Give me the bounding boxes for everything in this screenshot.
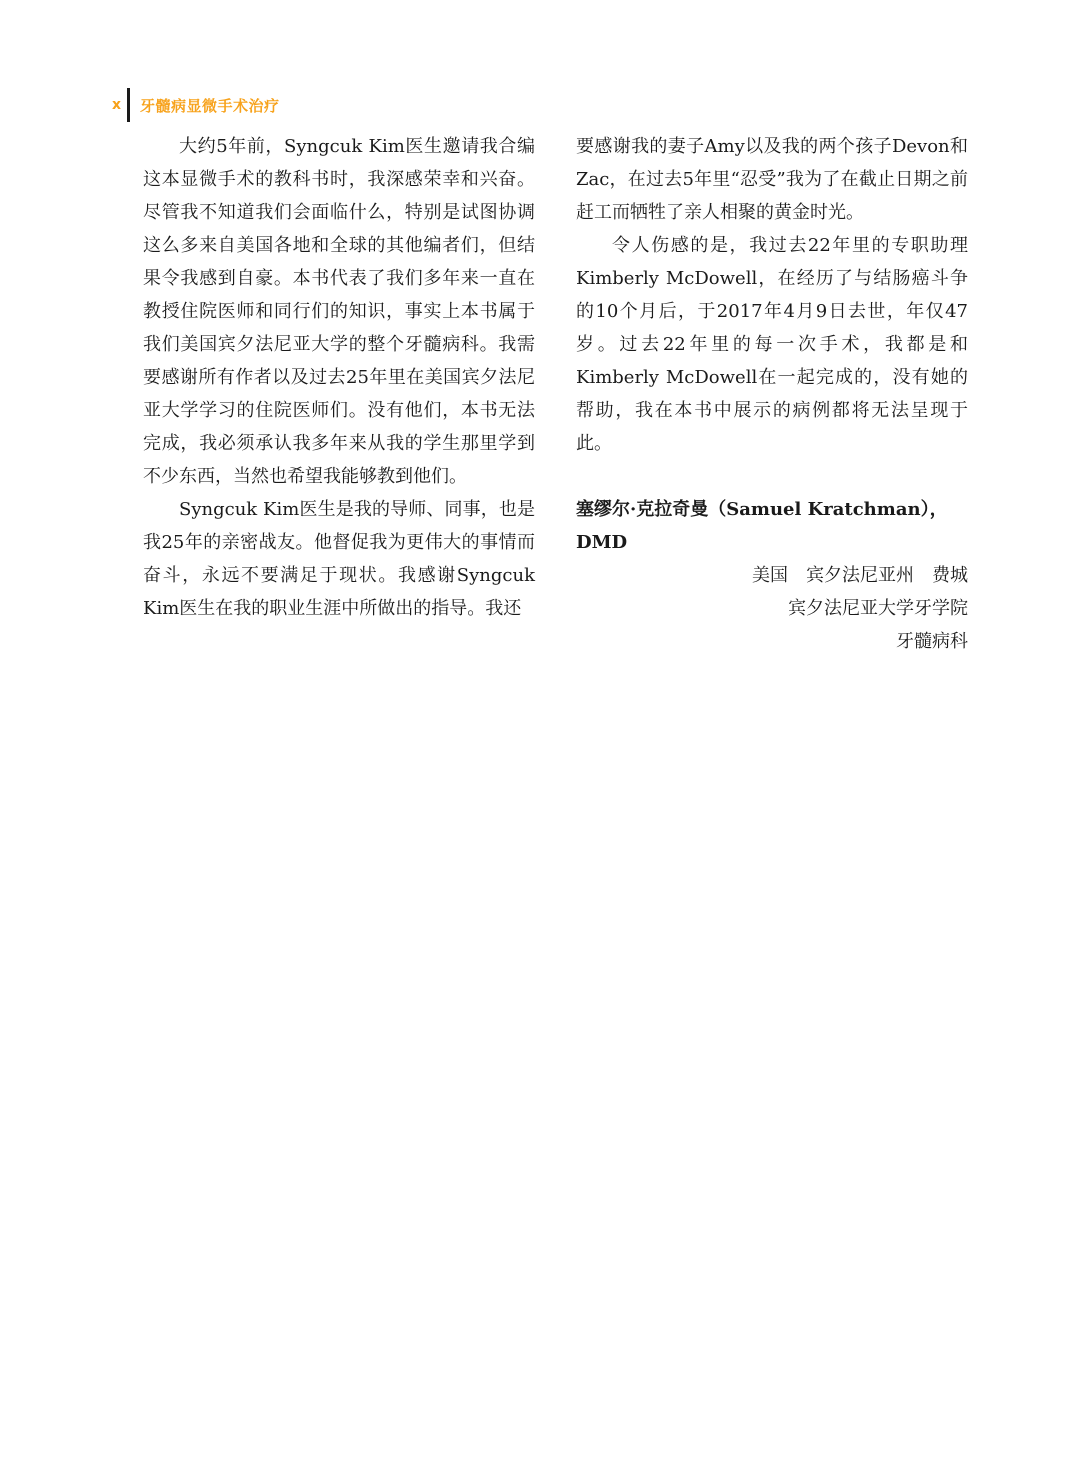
- affiliation-state: 宾夕法尼亚州: [806, 565, 914, 586]
- signature: [576, 493, 968, 559]
- running-head-title: 牙髓病显微手术治疗: [140, 96, 280, 115]
- affiliation-location: [576, 559, 968, 592]
- left-column: [143, 130, 535, 625]
- paragraph: 令人伤感的是，我过去22年里的专职助理Kimberly McDowell，在经历了与结肠癌斗争的10个月后，于2017年4月9日去世，年仅47岁。过去22年里的每一次手术，我都是和Kimberly McDowell在一起完成的，没有她的帮助，我在本书中展示的病例都将无法呈现于此。: [576, 235, 968, 454]
- affiliation-department: 牙髓病科: [896, 631, 968, 652]
- paragraph: 要感谢我的妻子Amy以及我的两个孩子Devon和Zac，在过去5年里“忍受”我为了在截止日期之前赶工而牺牲了亲人相聚的黄金时光。: [576, 136, 968, 223]
- affiliation-country: 美国: [752, 565, 788, 586]
- paragraph: 大约5年前，Syngcuk Kim医生邀请我合编这本显微手术的教科书时，我深感荣幸和兴奋。尽管我不知道我们会面临什么，特别是试图协调这么多来自美国各地和全球的其他编者们，但结果令我感到自豪。本书代表了我们多年来一直在教授住院医师和同行们的知识，事实上本书属于我们美国宾夕法尼亚大学的整个牙髓病科。我需要感谢所有作者以及过去25年里在美国宾夕法尼亚大学学习的住院医师们。没有他们，本书无法完成，我必须承认我多年来从我的学生那里学到不少东西，当然也希望我能够教到他们。: [143, 136, 535, 487]
- affiliation-city: 费城: [932, 565, 968, 586]
- affiliation-school: 宾夕法尼亚大学牙学院: [788, 598, 968, 619]
- author-name: 塞缪尔·克拉奇曼（Samuel Kratchman），: [576, 499, 948, 520]
- page-folio: x: [112, 97, 122, 113]
- header-divider: [127, 88, 130, 122]
- paragraph: Syngcuk Kim医生是我的导师、同事，也是我25年的亲密战友。他督促我为更伟大的事情而奋斗，永远不要满足于现状。我感谢Syngcuk Kim医生在我的职业生涯中所做出的指导。我还: [143, 499, 535, 619]
- right-column: [576, 130, 968, 658]
- running-head: [112, 88, 280, 122]
- affiliation: [576, 559, 968, 658]
- author-degree: DMD: [576, 532, 628, 553]
